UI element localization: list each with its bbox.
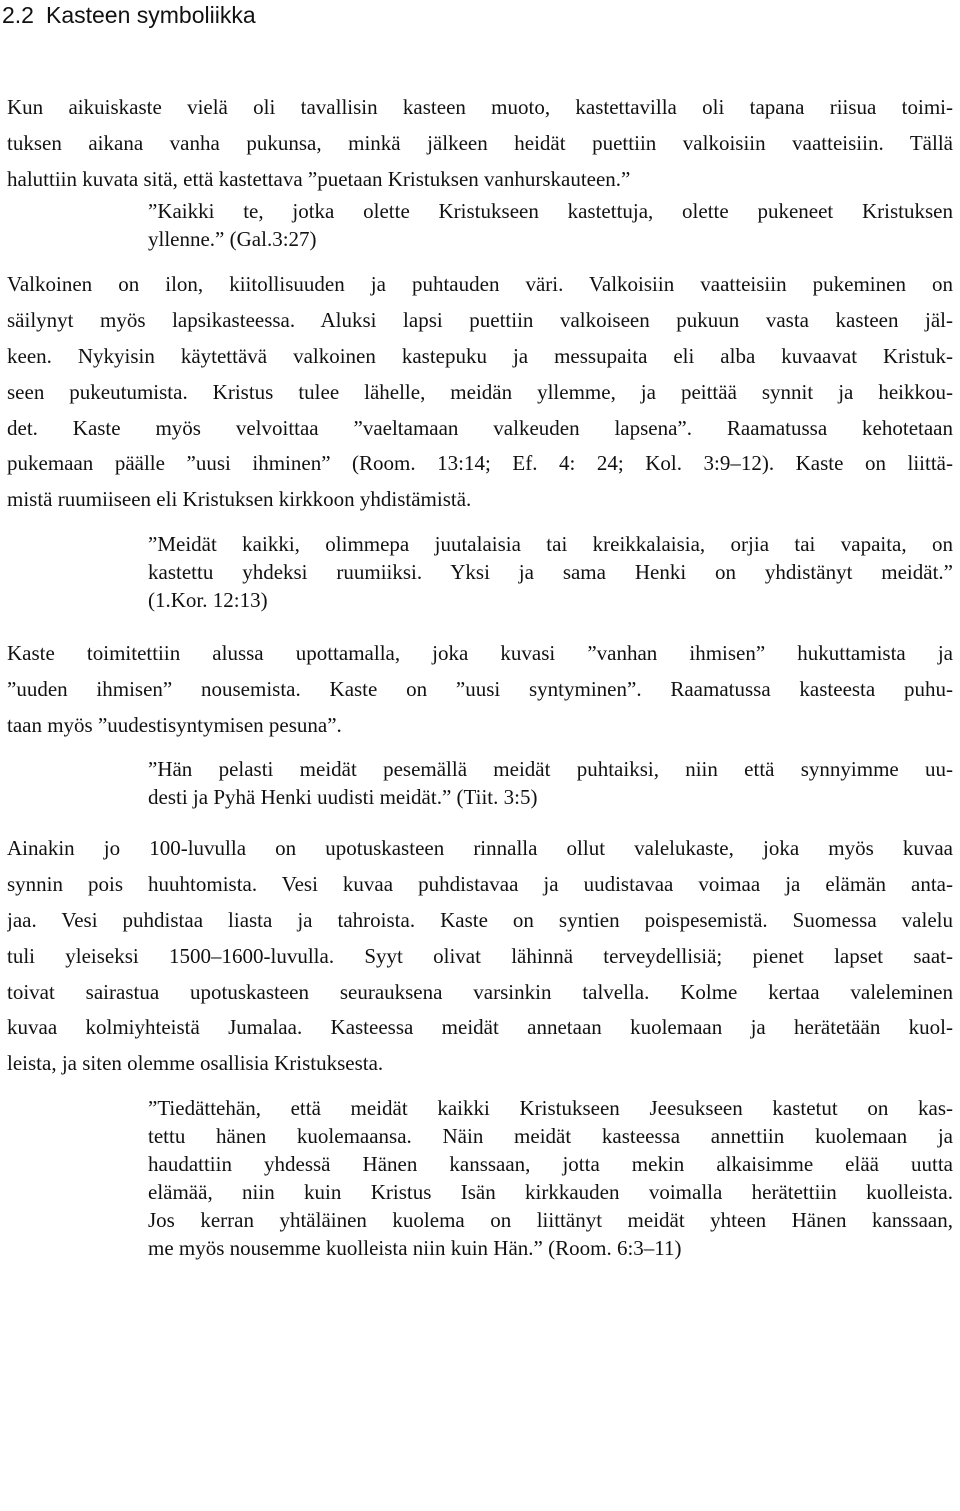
text-line: ”uuden ihmisen” nousemista. Kaste on ”uusi syntyminen”. Raamatussa kasteesta puhu- [7,676,953,701]
text-line: yllenne.” (Gal.3:27) [148,227,317,252]
section-number: 2.2 [2,2,34,28]
text-line: haluttiin kuvata sitä, että kastettava ”puetaan Kristuksen vanhurskauteen.” [7,166,631,191]
text-line: keen. Nykyisin käytettävä valkoinen kastepuku ja messupaita eli alba kuvaavat Kristuk- [7,343,953,368]
text-line: jaa. Vesi puhdistaa liasta ja tahroista. Kaste on syntien poispesemistä. Suomessa valelu [7,907,953,932]
text-line: tuksen aikana vanha pukunsa, minkä jälkeen heidät puettiin valkoisiin vaatteisiin. Tällä [7,130,953,155]
bible-quote [148,1094,953,1262]
text-line: desti ja Pyhä Henki uudisti meidät.” (Tiit. 3:5) [148,785,538,810]
text-line: toivat sairastua upotuskasteen seurauksena varsinkin talvella. Kolme kertaa valeleminen [7,979,953,1004]
bible-quote [148,755,953,811]
text-line: ”Kaikki te, jotka olette Kristukseen kastettuja, olette pukeneet Kristuksen [148,199,953,224]
text-line: tettu hänen kuolemaansa. Näin meidät kasteessa annettiin kuolemaan ja [148,1123,953,1148]
bible-quote [148,197,953,253]
text-line: pukemaan päälle ”uusi ihminen” (Room. 13:14; Ef. 4: 24; Kol. 3:9–12). Kaste on liittä- [7,451,953,476]
text-line: seen pukeutumista. Kristus tulee lähelle, meidän yllemme, ja peittää synnit ja heikkou- [7,379,953,404]
text-line: tuli yleiseksi 1500–1600-luvulla. Syyt olivat lähinnä terveydellisiä; pienet lapset saat- [7,943,953,968]
text-line: Ainakin jo 100-luvulla on upotuskasteen rinnalla ollut valelukaste, joka myös kuvaa [7,836,953,861]
text-line: det. Kaste myös velvoittaa ”vaeltamaan valkeuden lapsena”. Raamatussa kehotetaan [7,415,953,440]
bible-quote [148,530,953,614]
text-line: Kun aikuiskaste vielä oli tavallisin kasteen muoto, kastettavilla oli tapana riisua toimi- [7,95,953,119]
section-heading [2,0,953,30]
text-line: taan myös ”uudestisyntymisen pesuna”. [7,712,342,737]
text-line: Kaste toimitettiin alussa upottamalla, joka kuvasi ”vanhan ihmisen” hukuttamista ja [7,640,953,665]
text-line: Jos kerran yhtäläinen kuolema on liittänyt meidät yhteen Hänen kanssaan, [148,1207,953,1232]
section-title: Kasteen symboliikka [45,2,256,28]
text-line: ”Hän pelasti meidät pesemällä meidät puhtaiksi, niin että synnyimme uu- [148,757,953,782]
text-line: kuvaa kolmiyhteistä Jumalaa. Kasteessa meidät annetaan kuolemaan ja herätetään kuol- [7,1015,953,1040]
text-line: leista, ja siten olemme osallisia Kristuksesta. [7,1051,384,1076]
document-body [7,90,953,1262]
paragraph [7,267,953,518]
text-line: säilynyt myös lapsikasteessa. Aluksi lapsi puettiin valkoiseen pukuun vasta kasteen jäl- [7,308,953,333]
text-line: mistä ruumiiseen eli Kristuksen kirkkoon yhdistämistä. [7,487,472,512]
text-line: (1.Kor. 12:13) [148,587,268,612]
text-line: synnin pois huuhtomista. Vesi kuvaa puhdistavaa ja uudistavaa voimaa ja elämän anta- [7,872,953,897]
text-line: Valkoinen on ilon, kiitollisuuden ja puhtauden väri. Valkoisiin vaatteisiin pukeminen on [7,272,953,297]
text-line: elämää, niin kuin Kristus Isän kirkkauden voimalla herätettiin kuolleista. [148,1179,953,1204]
text-line: haudattiin yhdessä Hänen kanssaan, jotta mekin alkaisimme elää uutta [148,1151,953,1176]
text-line: ”Meidät kaikki, olimmepa juutalaisia tai kreikkalaisia, orjia tai vapaita, on [148,531,953,556]
paragraph [7,831,953,1082]
text-line: me myös nousemme kuolleista niin kuin Hän.” (Room. 6:3–11) [148,1235,682,1260]
paragraph [7,90,953,197]
text-line: ”Tiedättehän, että meidät kaikki Kristukseen Jeesukseen kastetut on kas- [148,1095,953,1120]
text-line: kastettu yhdeksi ruumiiksi. Yksi ja sama Henki on yhdistänyt meidät.” [148,559,953,584]
paragraph [7,636,953,743]
